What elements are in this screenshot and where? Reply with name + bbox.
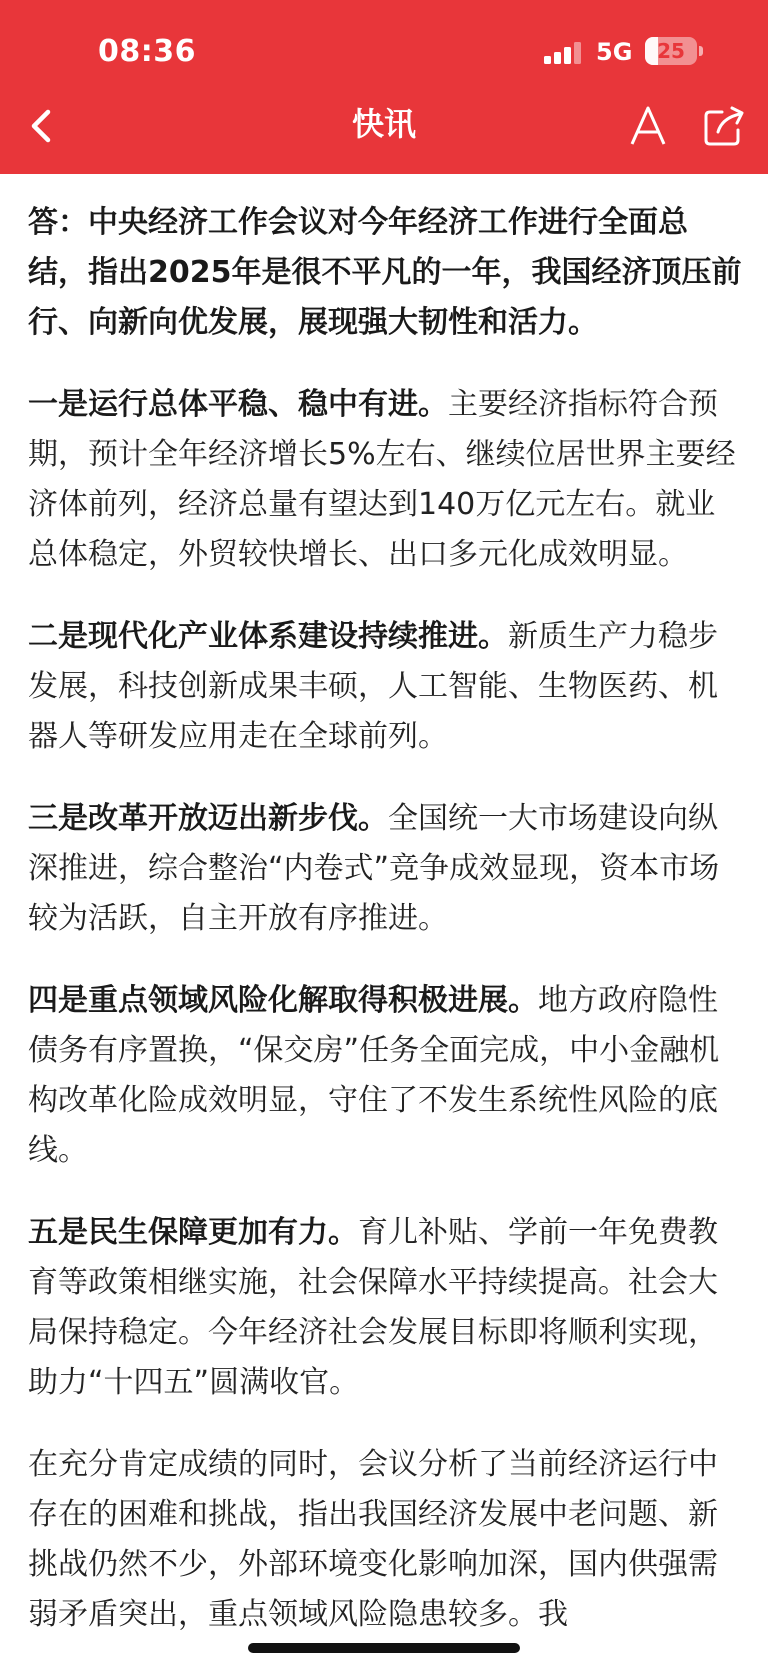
paragraph-lead: 四是重点领域风险化解取得积极进展。 (28, 983, 538, 1018)
article-paragraph (28, 794, 744, 944)
battery-icon (645, 37, 697, 65)
paragraph-lead: 三是改革开放迈出新步伐。 (28, 801, 388, 836)
article-body (28, 198, 744, 1672)
article-paragraph (28, 380, 744, 580)
page-title: 快讯 (351, 105, 416, 143)
article-paragraph (28, 976, 744, 1176)
battery-level: 25 (657, 39, 685, 63)
paragraph-lead: 二是现代化产业体系建设持续推进。 (28, 619, 508, 654)
paragraph-lead: 一是运行总体平稳、稳中有进。 (28, 387, 448, 422)
article-paragraph (28, 1208, 744, 1408)
share-icon[interactable] (700, 102, 748, 150)
paragraph-text: 新质生产力稳步发展，科技创新成果丰硕，人工智能、生物医药、机器人等研发应用走在全球前列。 (28, 619, 718, 754)
battery-tip (699, 46, 703, 56)
paragraph-text: 主要经济指标符合预期，预计全年经济增长5%左右、继续位居世界主要经济体前列，经济总量有望达到140万亿元左右。就业总体稳定，外贸较快增长、出口多元化成效明显。 (28, 387, 736, 572)
paragraph-text: 育儿补贴、学前一年免费教育等政策相继实施，社会保障水平持续提高。社会大局保持稳定。今年经济社会发展目标即将顺利实现，助力“十四五”圆满收官。 (28, 1215, 718, 1400)
paragraph-text: 在充分肯定成绩的同时，会议分析了当前经济运行中存在的困难和挑战，指出我国经济发展中老问题、新挑战仍然不少，外部环境变化影响加深，国内供强需弱矛盾突出，重点领域风险隐患较多。我 (28, 1447, 718, 1632)
app-header (0, 0, 768, 174)
paragraph-text: 全国统一大市场建设向纵深推进，综合整治“内卷式”竞争成效显现，资本市场较为活跃，自主开放有序推进。 (28, 801, 720, 936)
article-paragraph (28, 612, 744, 762)
cellular-signal-icon (544, 42, 584, 64)
home-indicator[interactable] (248, 1643, 520, 1653)
article-paragraph (28, 1440, 744, 1640)
paragraph-lead: 答：中央经济工作会议对今年经济工作进行全面总结，指出2025年是很不平凡的一年，我国经济顶压前行、向新向优发展，展现强大韧性和活力。 (28, 205, 742, 340)
network-type: 5G (596, 38, 633, 66)
chevron-left-icon[interactable] (22, 104, 66, 148)
status-time: 08:36 (98, 34, 196, 69)
paragraph-lead: 五是民生保障更加有力。 (28, 1215, 358, 1250)
paragraph-text: 地方政府隐性债务有序置换，“保交房”任务全面完成，中小金融机构改革化险成效明显，守住了不发生系统性风险的底线。 (28, 983, 720, 1168)
font-size-icon[interactable] (628, 102, 668, 150)
article-paragraph (28, 198, 744, 348)
